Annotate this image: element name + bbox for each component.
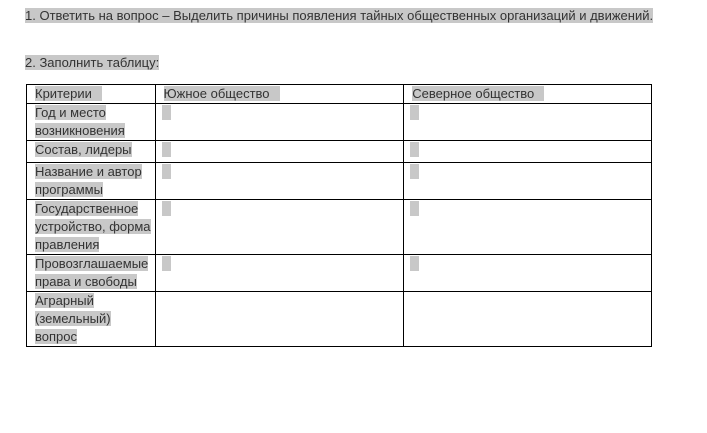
empty-field-marker <box>162 201 171 216</box>
empty-field-marker <box>410 164 419 179</box>
empty-field-marker <box>410 201 419 216</box>
southern-cell[interactable] <box>155 141 404 163</box>
southern-cell[interactable] <box>155 255 404 292</box>
task-1-highlight: 1. Ответить на вопрос – Выделить причины появления тайных общественных организаций и движений. <box>25 8 654 23</box>
table-row <box>27 163 652 200</box>
criterion-cell: Провозглашаемые права и свободы <box>27 255 156 292</box>
northern-cell[interactable] <box>404 104 652 141</box>
criterion-cell: Состав, лидеры <box>27 141 156 163</box>
header-criteria: Критерии <box>27 85 156 104</box>
table-row <box>27 200 652 255</box>
table-row <box>27 141 652 163</box>
empty-field-marker <box>410 256 419 271</box>
header-northern-society: Северное общество <box>404 85 652 104</box>
northern-cell[interactable] <box>404 163 652 200</box>
southern-cell[interactable] <box>155 163 404 200</box>
southern-cell[interactable] <box>155 292 404 347</box>
criterion-cell: Государственное устройство, форма правления <box>27 200 156 255</box>
southern-cell[interactable] <box>155 200 404 255</box>
empty-field-marker <box>162 105 171 120</box>
table-row <box>27 255 652 292</box>
empty-field-marker <box>162 164 171 179</box>
northern-cell[interactable] <box>404 200 652 255</box>
table-row <box>27 292 652 347</box>
task-1-text <box>25 7 685 24</box>
criterion-cell: Аграрный (земельный) вопрос <box>27 292 156 347</box>
empty-field-marker <box>162 256 171 271</box>
header-southern-society: Южное общество <box>155 85 404 104</box>
task-2-text <box>25 54 159 71</box>
empty-field-marker <box>410 142 419 157</box>
table-row <box>27 104 652 141</box>
empty-field-marker <box>410 105 419 120</box>
northern-cell[interactable] <box>404 255 652 292</box>
criterion-cell: Год и место возникновения <box>27 104 156 141</box>
northern-cell[interactable] <box>404 141 652 163</box>
criterion-cell: Название и автор программы <box>27 163 156 200</box>
table-header-row <box>27 85 652 104</box>
northern-cell[interactable] <box>404 292 652 347</box>
task-2-highlight: 2. Заполнить таблицу: <box>25 55 160 70</box>
empty-field-marker <box>162 142 171 157</box>
comparison-table <box>26 84 652 347</box>
southern-cell[interactable] <box>155 104 404 141</box>
